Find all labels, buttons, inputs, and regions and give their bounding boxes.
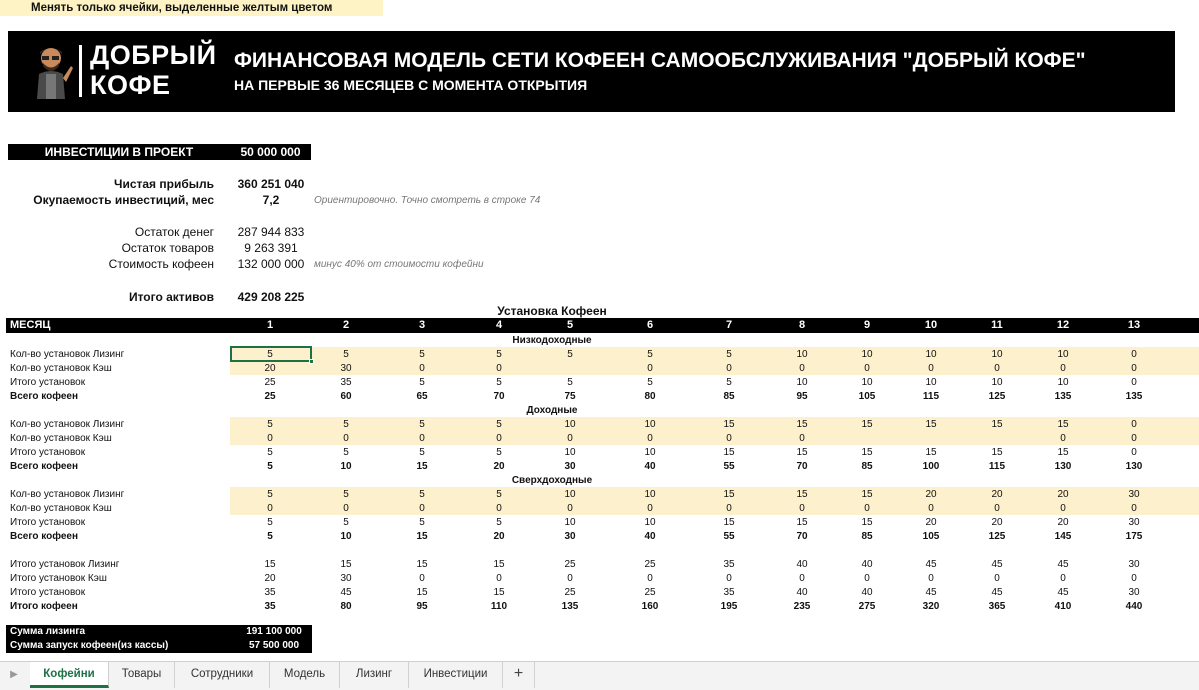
table-cell[interactable]: 0 [1060, 573, 1066, 584]
table-cell[interactable]: 20 [1057, 517, 1069, 528]
table-cell[interactable]: 0 [799, 573, 805, 584]
model-subtitle: НА ПЕРВЫЕ 36 МЕСЯЦЕВ С МОМЕНТА ОТКРЫТИЯ [234, 77, 588, 93]
table-cell[interactable]: 15 [723, 489, 735, 500]
table-cell[interactable]: 10 [564, 419, 576, 430]
table-cell[interactable]: 80 [644, 391, 656, 402]
table-cell[interactable]: 20 [493, 461, 505, 472]
table-cell[interactable]: 40 [796, 587, 808, 598]
table-cell[interactable]: 5 [419, 489, 425, 500]
month-cell: 4 [495, 319, 503, 331]
month-cell: 13 [1127, 319, 1141, 331]
table-cell[interactable]: 275 [858, 601, 876, 612]
month-label: МЕСЯЦ [10, 319, 51, 331]
table-cell[interactable]: 5 [496, 489, 502, 500]
table-cell[interactable]: 10 [861, 377, 873, 388]
table-cell[interactable]: 20 [991, 489, 1003, 500]
table-cell[interactable]: 0 [343, 433, 349, 444]
table-cell[interactable]: 0 [267, 433, 273, 444]
table-cell[interactable]: 40 [796, 559, 808, 570]
table-cell[interactable]: 5 [496, 447, 502, 458]
table-cell[interactable]: 0 [864, 363, 870, 374]
table-cell[interactable]: 15 [796, 447, 808, 458]
table-cell[interactable]: 10 [564, 447, 576, 458]
table-cell[interactable]: 5 [496, 419, 502, 430]
table-cell[interactable]: 105 [858, 391, 876, 402]
table-cell[interactable]: 110 [490, 601, 508, 612]
table-cell[interactable]: 15 [264, 559, 276, 570]
row-label: Кол-во установок Кэш [10, 363, 112, 374]
tab-model[interactable]: Модель [270, 662, 340, 688]
table-cell[interactable]: 15 [723, 447, 735, 458]
table-cell[interactable]: 0 [343, 503, 349, 514]
table-cell[interactable]: 130 [1054, 461, 1072, 472]
row-label: Итого установок [10, 447, 86, 458]
table-cell[interactable]: 5 [267, 489, 273, 500]
table-cell[interactable]: 30 [564, 531, 576, 542]
table-cell[interactable]: 115 [922, 391, 940, 402]
table-cell[interactable]: 5 [267, 419, 273, 430]
table-cell[interactable]: 440 [1125, 601, 1143, 612]
table-cell[interactable]: 20 [493, 531, 505, 542]
table-cell[interactable]: 5 [647, 349, 653, 360]
row-label: Кол-во установок Кэш [10, 503, 112, 514]
table-cell[interactable]: 0 [1131, 377, 1137, 388]
section-header-mid: Доходные [526, 405, 578, 416]
table-cell[interactable]: 45 [991, 587, 1003, 598]
table-cell[interactable]: 15 [796, 489, 808, 500]
row-label: Кол-во установок Лизинг [10, 349, 125, 360]
table-cell[interactable]: 45 [340, 587, 352, 598]
table-cell[interactable]: 15 [925, 447, 937, 458]
table-cell[interactable]: 5 [726, 377, 732, 388]
month-cell: 11 [991, 319, 1003, 331]
row-label: Всего кофеен [10, 391, 79, 402]
table-row [0, 502, 1199, 516]
table-cell[interactable]: 0 [799, 503, 805, 514]
row-label: Кол-во установок Кэш [10, 433, 112, 444]
table-cell[interactable]: 20 [925, 489, 937, 500]
brand-logo [90, 40, 217, 100]
cash-label: Остаток денег [134, 225, 214, 239]
table-cell[interactable]: 0 [726, 363, 732, 374]
table-row [0, 446, 1199, 460]
table-cell[interactable]: 15 [861, 447, 873, 458]
table-cell[interactable]: 35 [723, 559, 735, 570]
table-cell[interactable]: 45 [1057, 559, 1069, 570]
table-cell[interactable]: 15 [1057, 419, 1069, 430]
table-cell[interactable]: 10 [991, 349, 1003, 360]
invest-label: ИНВЕСТИЦИИ В ПРОЕКТ [8, 144, 230, 160]
logo-line-2: КОФЕ [90, 70, 171, 100]
cash-value[interactable]: 287 944 833 [237, 225, 305, 239]
table-cell[interactable]: 40 [861, 559, 873, 570]
table-cell[interactable]: 65 [416, 391, 428, 402]
month-cell: 6 [646, 319, 654, 331]
table-cell[interactable]: 15 [416, 531, 428, 542]
table-cell[interactable]: 5 [496, 517, 502, 528]
table-cell[interactable]: 0 [496, 503, 502, 514]
table-cell[interactable]: 10 [564, 517, 576, 528]
table-cell[interactable]: 0 [1131, 573, 1137, 584]
table-cell[interactable]: 15 [723, 517, 735, 528]
installs-title: Установка Кофеен [497, 304, 607, 318]
shops-note: минус 40% от стоимости кофейни [314, 259, 484, 270]
table-row [0, 362, 1199, 376]
table-cell[interactable]: 135 [561, 601, 579, 612]
table-cell[interactable]: 30 [1128, 489, 1140, 500]
table-cell[interactable]: 0 [567, 573, 573, 584]
table-cell[interactable]: 0 [567, 433, 573, 444]
table-cell[interactable]: 15 [796, 517, 808, 528]
table-cell[interactable]: 5 [267, 531, 273, 542]
table-cell[interactable]: 30 [1128, 517, 1140, 528]
instruction-note: Менять только ячейки, выделенные желтым цветом [0, 0, 383, 16]
leasing-sum-row [6, 625, 312, 639]
table-cell[interactable]: 0 [419, 363, 425, 374]
row-label: Итого установок [10, 517, 86, 528]
row-label: Всего кофеен [10, 461, 79, 472]
leasing-sum-label: Сумма лизинга [10, 626, 86, 637]
table-cell[interactable]: 55 [723, 531, 735, 542]
table-cell[interactable]: 70 [796, 461, 808, 472]
table-cell[interactable]: 35 [264, 587, 276, 598]
table-cell[interactable]: 85 [861, 531, 873, 542]
table-cell[interactable]: 365 [988, 601, 1006, 612]
table-cell[interactable]: 5 [343, 349, 349, 360]
row-label: Итого установок [10, 587, 86, 598]
table-row [0, 600, 1199, 614]
month-cell: 12 [1056, 319, 1070, 331]
table-cell[interactable]: 30 [1128, 559, 1140, 570]
table-row [0, 390, 1199, 404]
table-cell[interactable]: 10 [861, 349, 873, 360]
table-row [0, 348, 1199, 362]
tab-investments[interactable]: Инвестиции [409, 662, 503, 688]
shops-label: Стоимость кофеен [108, 257, 214, 271]
table-cell[interactable]: 15 [416, 587, 428, 598]
table-cell[interactable]: 15 [925, 419, 937, 430]
table-cell[interactable]: 10 [340, 531, 352, 542]
table-cell[interactable]: 0 [647, 503, 653, 514]
table-cell[interactable]: 125 [988, 391, 1006, 402]
tab-cafes[interactable]: Кофейни [30, 662, 109, 688]
table-cell[interactable]: 5 [267, 447, 273, 458]
table-cell[interactable]: 35 [723, 587, 735, 598]
fill-handle[interactable] [309, 359, 314, 364]
table-cell[interactable]: 0 [928, 573, 934, 584]
table-cell[interactable]: 115 [988, 461, 1006, 472]
table-cell[interactable]: 15 [493, 559, 505, 570]
table-cell[interactable]: 10 [796, 377, 808, 388]
table-cell[interactable]: 0 [1060, 363, 1066, 374]
table-cell[interactable]: 0 [1060, 503, 1066, 514]
table-cell[interactable]: 15 [796, 419, 808, 430]
header-banner [8, 31, 1175, 112]
table-cell[interactable]: 5 [726, 349, 732, 360]
table-cell[interactable]: 40 [861, 587, 873, 598]
table-cell[interactable]: 5 [496, 377, 502, 388]
table-cell[interactable]: 35 [264, 601, 276, 612]
table-cell[interactable]: 5 [419, 419, 425, 430]
table-cell[interactable]: 25 [644, 559, 656, 570]
table-cell[interactable]: 30 [1128, 587, 1140, 598]
tab-goods[interactable]: Товары [109, 662, 175, 688]
table-row [0, 586, 1199, 600]
table-cell[interactable]: 130 [1125, 461, 1143, 472]
tab-leasing[interactable]: Лизинг [340, 662, 409, 688]
table-cell[interactable]: 0 [928, 503, 934, 514]
payback-value[interactable]: 7,2 [262, 193, 280, 207]
table-cell[interactable]: 15 [991, 419, 1003, 430]
table-cell[interactable]: 20 [925, 517, 937, 528]
table-cell[interactable]: 5 [419, 447, 425, 458]
section-header-high: Сверхдоходные [511, 475, 593, 486]
table-cell[interactable]: 0 [994, 503, 1000, 514]
table-cell[interactable]: 0 [267, 503, 273, 514]
row-label: Всего кофеен [10, 531, 79, 542]
table-cell[interactable]: 15 [416, 461, 428, 472]
table-cell[interactable]: 0 [647, 573, 653, 584]
table-cell[interactable]: 10 [991, 377, 1003, 388]
row-label: Итого установок [10, 377, 86, 388]
table-cell[interactable]: 5 [419, 517, 425, 528]
table-cell[interactable]: 25 [264, 377, 276, 388]
table-cell[interactable]: 15 [493, 587, 505, 598]
table-cell[interactable]: 5 [419, 349, 425, 360]
table-cell[interactable]: 175 [1125, 531, 1143, 542]
goods-label: Остаток товаров [121, 241, 214, 255]
table-cell[interactable]: 10 [1057, 349, 1069, 360]
table-row [0, 460, 1199, 474]
table-cell[interactable]: 0 [419, 503, 425, 514]
table-cell[interactable]: 0 [1060, 433, 1066, 444]
month-cell: 3 [418, 319, 426, 331]
table-cell[interactable]: 10 [340, 461, 352, 472]
table-cell[interactable]: 15 [723, 419, 735, 430]
table-cell[interactable]: 105 [922, 531, 940, 542]
table-cell[interactable]: 25 [644, 587, 656, 598]
table-cell[interactable]: 0 [567, 503, 573, 514]
table-cell[interactable]: 55 [723, 461, 735, 472]
table-cell[interactable]: 45 [925, 587, 937, 598]
row-label: Итого кофеен [10, 601, 78, 612]
table-cell[interactable]: 45 [991, 559, 1003, 570]
month-cell: 9 [863, 319, 871, 331]
payback-label: Окупаемость инвестиций, мес [33, 193, 214, 207]
table-cell[interactable]: 25 [564, 587, 576, 598]
table-cell[interactable]: 0 [864, 503, 870, 514]
table-row [0, 418, 1199, 432]
table-cell[interactable]: 320 [922, 601, 940, 612]
table-cell[interactable]: 15 [416, 559, 428, 570]
model-title: ФИНАНСОВАЯ МОДЕЛЬ СЕТИ КОФЕЕН САМООБСЛУЖИВАНИЯ "ДОБРЫЙ КОФЕ" [234, 49, 1086, 72]
table-cell[interactable]: 0 [799, 433, 805, 444]
table-cell[interactable]: 100 [922, 461, 940, 472]
shops-value[interactable]: 132 000 000 [237, 257, 305, 271]
table-cell[interactable]: 0 [726, 573, 732, 584]
row-label: Итого установок Кэш [10, 573, 107, 584]
table-cell[interactable]: 0 [647, 363, 653, 374]
table-cell[interactable]: 60 [340, 391, 352, 402]
assets-value[interactable]: 429 208 225 [237, 290, 305, 304]
table-cell[interactable]: 15 [991, 447, 1003, 458]
tab-scroll-right-icon[interactable]: ▶ [10, 669, 18, 680]
table-cell[interactable]: 5 [267, 461, 273, 472]
month-cell: 1 [266, 319, 274, 331]
table-cell[interactable]: 0 [419, 573, 425, 584]
table-cell[interactable]: 125 [988, 531, 1006, 542]
table-cell[interactable]: 0 [1131, 419, 1137, 430]
table-cell[interactable]: 10 [644, 447, 656, 458]
table-cell[interactable]: 20 [1057, 489, 1069, 500]
table-cell[interactable]: 145 [1054, 531, 1072, 542]
table-row [0, 432, 1199, 446]
table-cell[interactable]: 0 [928, 363, 934, 374]
table-cell[interactable]: 0 [994, 363, 1000, 374]
table-cell[interactable]: 15 [861, 517, 873, 528]
table-cell[interactable]: 135 [1125, 391, 1143, 402]
table-cell[interactable]: 95 [796, 391, 808, 402]
table-cell[interactable]: 10 [1057, 377, 1069, 388]
table-cell[interactable]: 15 [340, 559, 352, 570]
table-cell[interactable]: 20 [264, 363, 276, 374]
table-cell[interactable]: 5 [496, 349, 502, 360]
table-cell[interactable]: 45 [1057, 587, 1069, 598]
table-cell[interactable]: 10 [644, 489, 656, 500]
table-cell[interactable]: 15 [861, 419, 873, 430]
payback-note: Ориентировочно. Точно смотреть в строке 74 [314, 195, 541, 206]
goods-value[interactable]: 9 263 391 [244, 241, 298, 255]
row-label: Итого установок Лизинг [10, 559, 120, 570]
table-cell[interactable]: 25 [264, 391, 276, 402]
table-cell[interactable]: 0 [496, 573, 502, 584]
table-cell[interactable]: 195 [720, 601, 738, 612]
table-row [0, 530, 1199, 544]
table-cell[interactable]: 235 [793, 601, 811, 612]
table-cell[interactable]: 5 [343, 517, 349, 528]
logo-divider [79, 45, 82, 97]
table-cell[interactable]: 0 [994, 573, 1000, 584]
barista-logo-icon [33, 44, 73, 99]
table-cell[interactable]: 75 [564, 391, 576, 402]
assets-label: Итого активов [128, 290, 214, 304]
table-cell[interactable]: 20 [991, 517, 1003, 528]
table-cell[interactable]: 0 [1131, 447, 1137, 458]
table-cell[interactable]: 5 [567, 349, 573, 360]
table-cell[interactable]: 5 [419, 377, 425, 388]
table-row [0, 488, 1199, 502]
table-cell[interactable]: 160 [641, 601, 659, 612]
month-cell: 5 [566, 319, 574, 331]
table-cell[interactable]: 5 [343, 419, 349, 430]
month-cell: 7 [725, 319, 733, 331]
cash-launch-label: Сумма запуск кофеен(из кассы) [10, 640, 169, 651]
table-cell[interactable]: 5 [647, 377, 653, 388]
table-cell[interactable]: 40 [644, 531, 656, 542]
table-cell[interactable]: 10 [925, 349, 937, 360]
table-cell[interactable]: 410 [1054, 601, 1072, 612]
table-cell[interactable]: 20 [264, 573, 276, 584]
selected-cell-cursor[interactable] [230, 346, 312, 362]
table-cell[interactable]: 5 [343, 489, 349, 500]
table-cell[interactable]: 30 [340, 573, 352, 584]
table-cell[interactable]: 85 [861, 461, 873, 472]
tab-staff[interactable]: Сотрудники [175, 662, 270, 688]
month-cell: 8 [798, 319, 806, 331]
logo-line-1: ДОБРЫЙ [90, 40, 217, 70]
net-profit-label: Чистая прибыль [114, 177, 214, 191]
row-label: Кол-во установок Лизинг [10, 489, 125, 500]
table-cell[interactable]: 5 [343, 447, 349, 458]
table-cell[interactable]: 0 [726, 503, 732, 514]
table-cell[interactable]: 0 [799, 363, 805, 374]
table-row [0, 572, 1199, 586]
table-row [0, 376, 1199, 390]
month-header-row [6, 318, 1199, 333]
table-cell[interactable]: 25 [564, 559, 576, 570]
table-cell[interactable]: 15 [1057, 447, 1069, 458]
table-cell[interactable]: 30 [340, 363, 352, 374]
table-cell[interactable]: 95 [416, 601, 428, 612]
month-cell: 10 [924, 319, 938, 331]
table-cell[interactable]: 135 [1054, 391, 1072, 402]
table-cell[interactable]: 0 [864, 573, 870, 584]
month-cell: 2 [342, 319, 350, 331]
table-cell[interactable]: 0 [726, 433, 732, 444]
table-cell[interactable]: 10 [644, 517, 656, 528]
table-cell[interactable]: 45 [925, 559, 937, 570]
table-cell[interactable]: 70 [493, 391, 505, 402]
table-cell[interactable]: 5 [267, 517, 273, 528]
sheet-tab-bar [0, 661, 1199, 690]
add-sheet-button[interactable]: + [503, 662, 535, 688]
table-cell[interactable]: 10 [925, 377, 937, 388]
table-cell[interactable]: 70 [796, 531, 808, 542]
section-header-low: Низкодоходные [512, 335, 592, 346]
row-label: Кол-во установок Лизинг [10, 419, 125, 430]
table-cell[interactable]: 0 [1131, 349, 1137, 360]
table-cell[interactable]: 10 [564, 489, 576, 500]
table-cell[interactable]: 0 [1131, 363, 1137, 374]
table-cell[interactable]: 0 [496, 363, 502, 374]
table-cell[interactable]: 0 [647, 433, 653, 444]
table-row [0, 516, 1199, 530]
table-cell[interactable]: 80 [340, 601, 352, 612]
table-cell[interactable]: 0 [419, 433, 425, 444]
table-cell[interactable]: 40 [644, 461, 656, 472]
table-cell[interactable]: 5 [267, 349, 273, 360]
table-cell[interactable]: 0 [1131, 503, 1137, 514]
cash-launch-value[interactable]: 57 500 000 [248, 640, 300, 651]
table-row [0, 558, 1199, 572]
table-cell[interactable]: 30 [564, 461, 576, 472]
table-cell[interactable]: 0 [496, 433, 502, 444]
table-cell[interactable]: 5 [567, 377, 573, 388]
table-cell[interactable]: 85 [723, 391, 735, 402]
table-cell[interactable]: 10 [796, 349, 808, 360]
table-cell[interactable]: 15 [861, 489, 873, 500]
table-cell[interactable]: 0 [1131, 433, 1137, 444]
table-cell[interactable]: 10 [644, 419, 656, 430]
table-cell[interactable]: 35 [340, 377, 352, 388]
net-profit-value[interactable]: 360 251 040 [237, 177, 305, 191]
leasing-sum-value[interactable]: 191 100 000 [246, 626, 302, 637]
invest-value-cell[interactable]: 50 000 000 [230, 144, 311, 160]
cash-launch-row [6, 639, 312, 653]
